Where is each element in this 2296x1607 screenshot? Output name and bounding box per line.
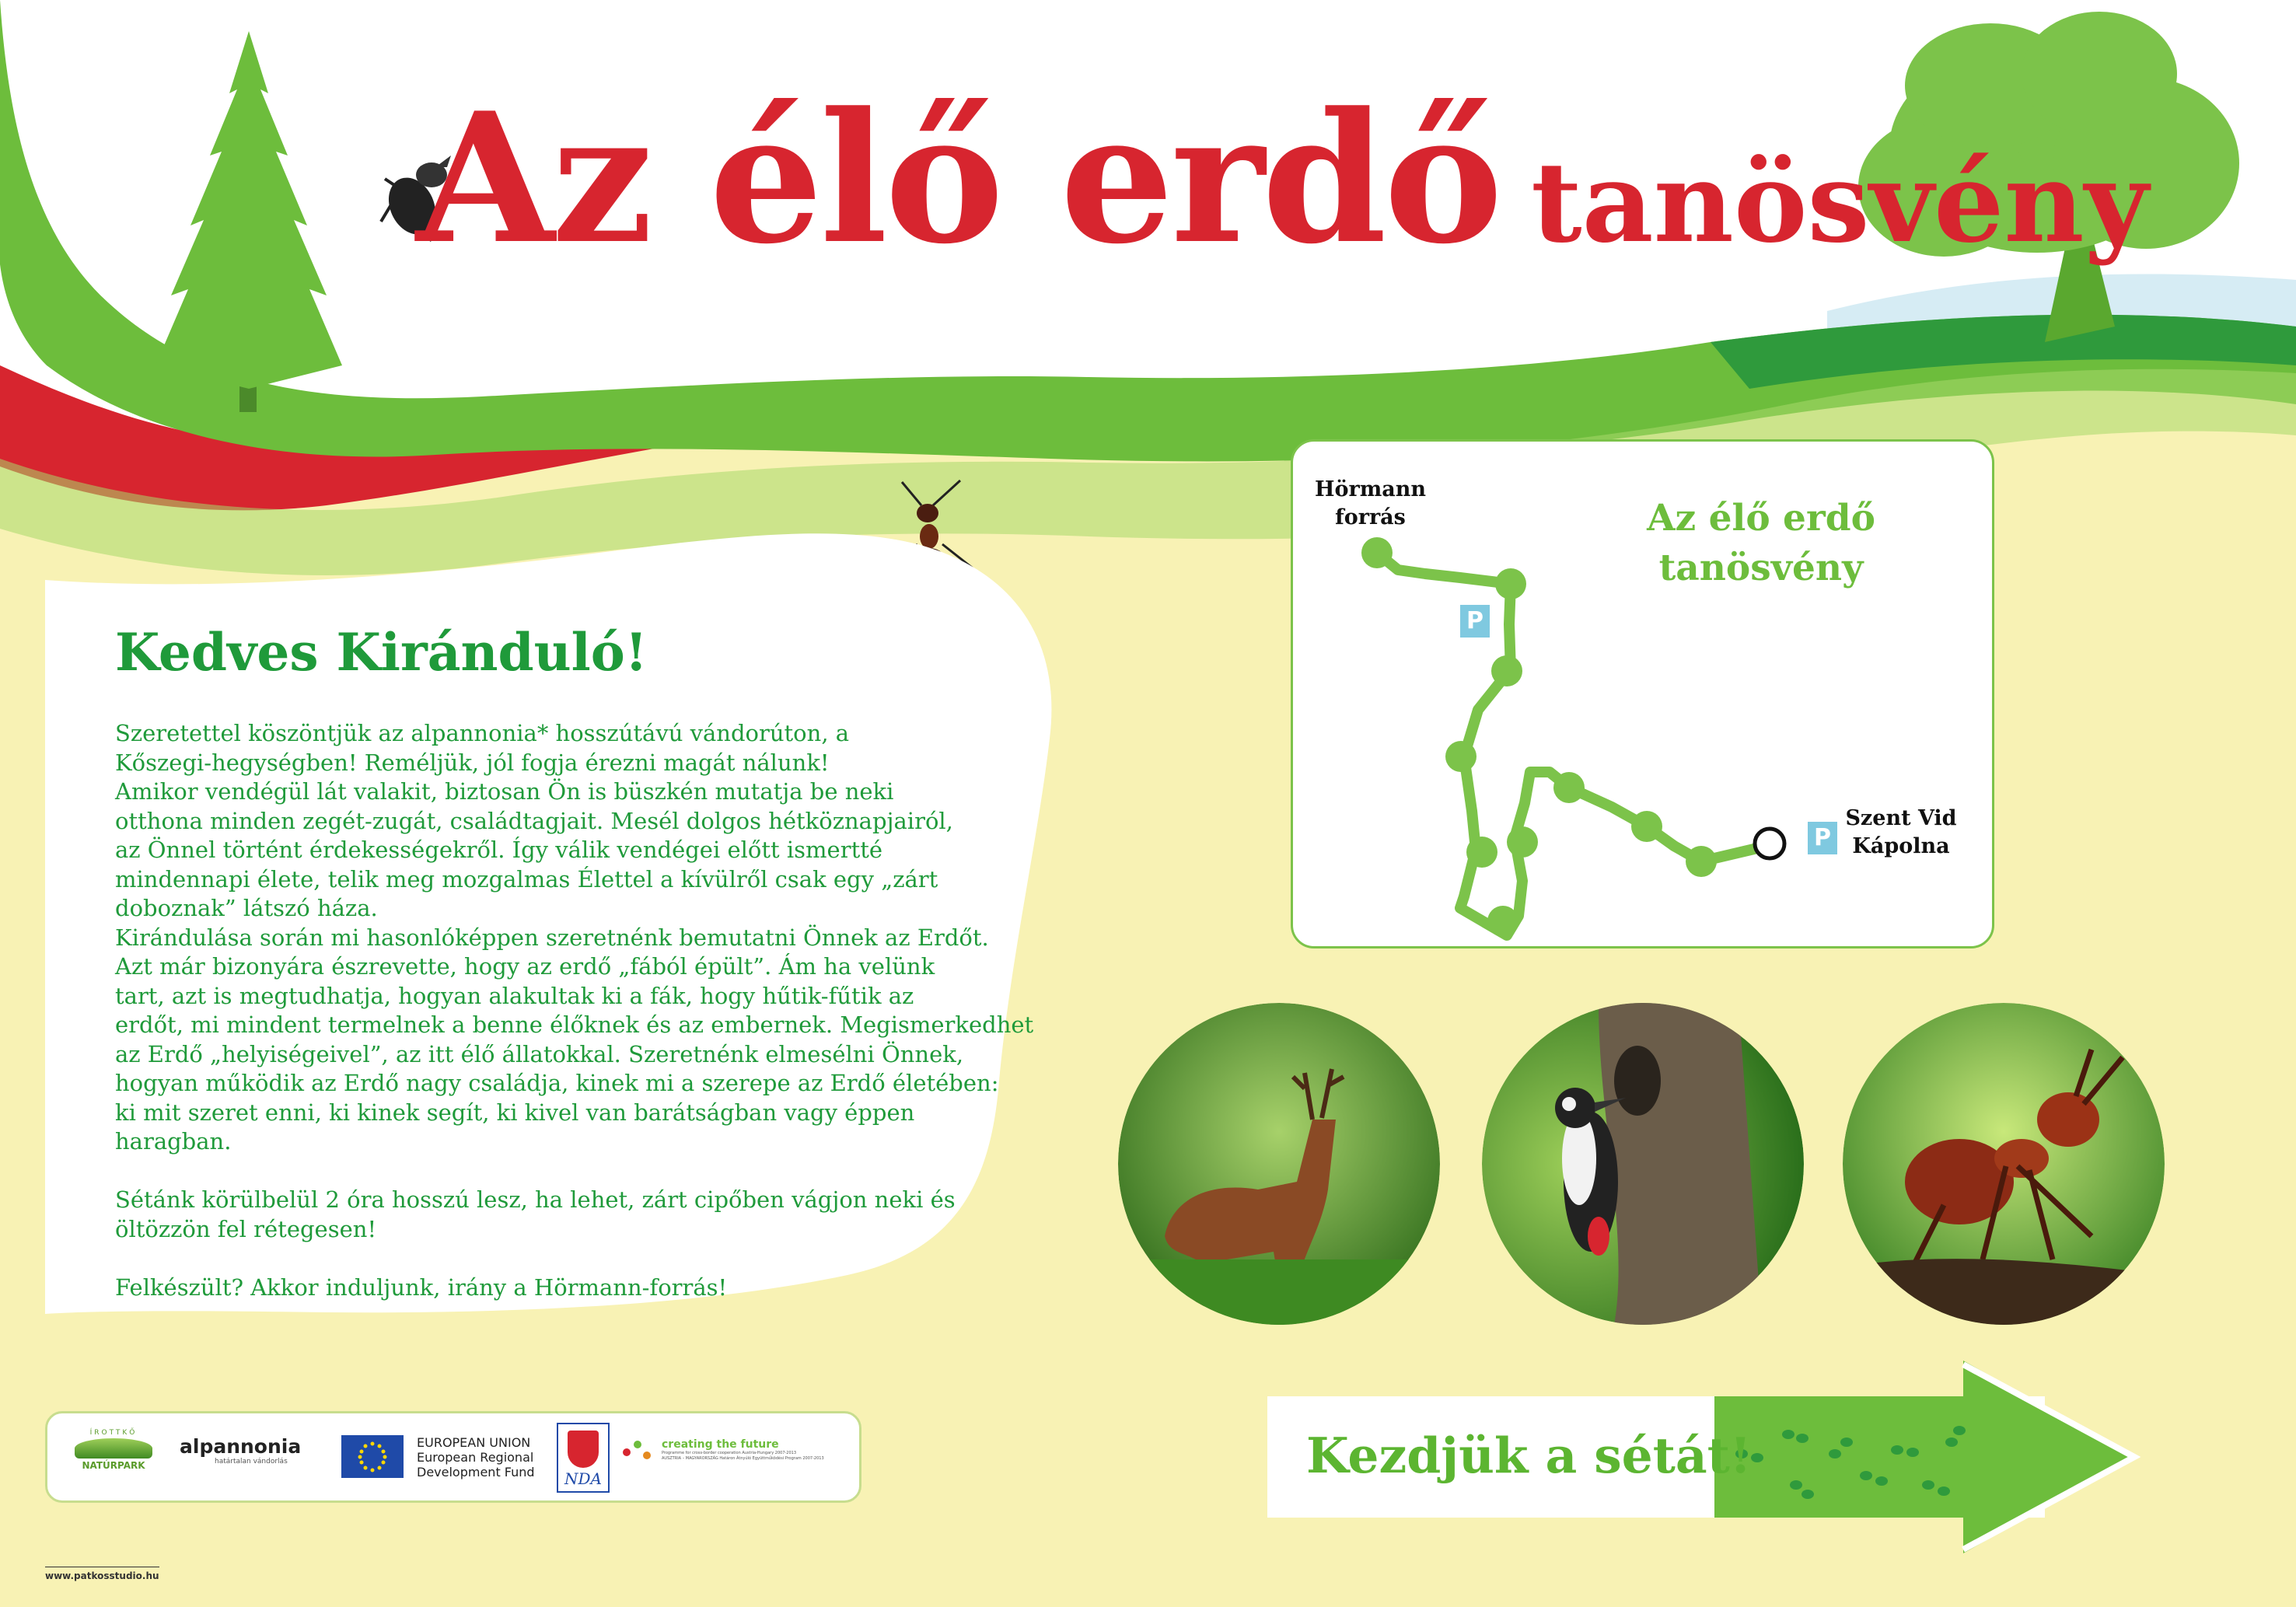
irottko-top-text: ÍROTTKŐ xyxy=(89,1429,138,1437)
map-title-line: Az élő erdő xyxy=(1647,497,1875,540)
welcome-text xyxy=(115,719,1034,1302)
roe-deer-photo xyxy=(1118,1003,1440,1325)
creating-text: creating the future xyxy=(662,1438,779,1451)
text-line: az Önnel történt érdekességekről. Így válik vendégei előtt ismertté xyxy=(115,837,883,863)
woodpecker-photo xyxy=(1482,1003,1804,1325)
start-label xyxy=(1310,476,1431,532)
text-line: Szeretettel köszöntjük az alpannonia* hosszútávú vándorúton, a xyxy=(115,720,850,746)
tour-info-line: Sétánk körülbelül 2 óra hosszú lesz, ha lehet, zárt cipőben vágjon neki és xyxy=(115,1186,956,1213)
greeting-heading: Kedves Kiránduló! xyxy=(115,622,648,683)
nda-logo xyxy=(557,1423,610,1493)
text-line: Kirándulása során mi hasonlóképpen szeretnénk bemutatni Önnek az Erdőt. xyxy=(115,924,989,951)
creating-future-logo xyxy=(662,1438,848,1462)
irottko-logo xyxy=(71,1429,156,1471)
irottko-text: NATÚRPARK xyxy=(82,1460,145,1471)
page-title xyxy=(416,74,2148,292)
text-line: Kőszegi-hegységben! Reméljük, jól fogja érezni magát nálunk! xyxy=(115,749,830,776)
creating-future-icon xyxy=(623,1441,657,1466)
eu-line: European Regional xyxy=(417,1450,534,1465)
start-label-line: forrás xyxy=(1335,505,1406,529)
text-line: mindennapi élete, telik meg mozgalmas Élettel a kívülről csak egy „zárt xyxy=(115,865,938,893)
end-label-line: Kápolna xyxy=(1852,834,1950,858)
alpannonia-sub: határtalan vándorlás xyxy=(215,1458,288,1466)
creating-small: Programme for cross-border cooperation Austria-Hungary 2007-2013 xyxy=(662,1451,797,1455)
map-title-line: tanösvény xyxy=(1658,547,1864,589)
alpannonia-text: alpannonia xyxy=(180,1435,302,1458)
title-main: Az élő erdő xyxy=(416,74,1501,284)
text-line: hogyan működik az Erdő nagy családja, kinek mi a szerepe az Erdő életében: xyxy=(115,1070,999,1096)
text-line: haragban. xyxy=(115,1128,232,1155)
sponsor-logos xyxy=(45,1411,861,1503)
text-line: erdőt, mi mindent termelnek a benne élőknek és az embernek. Megismerkedhet xyxy=(115,1011,1034,1038)
text-line: ki mit szeret enni, ki kinek segít, ki kivel van barátságban vagy éppen xyxy=(115,1099,915,1126)
text-line: doboznak” látszó háza. xyxy=(115,895,378,921)
red-ant-photo xyxy=(1843,1003,2165,1325)
closing-line: Felkészült? Akkor induljunk, irány a Hörmann-forrás! xyxy=(115,1273,728,1301)
text-line: az Erdő „helyiségeivel”, az itt élő állatokkal. Szeretnénk elmesélni Önnek, xyxy=(115,1040,964,1067)
creating-small: AUSZTRIA – MAGYARORSZÁG Határon Átnyúló Együttműködési Program 2007-2013 xyxy=(662,1456,824,1461)
text-line: Amikor vendégül lát valakit, biztosan Ön is büszkén mutatja be neki xyxy=(115,778,894,805)
title-sub: tanösvény xyxy=(1531,138,2149,267)
text-line: Azt már bizonyára észrevette, hogy az erdő „fából épült”. Ám ha velünk xyxy=(115,953,935,980)
start-walk-label[interactable]: Kezdjük a sétát! xyxy=(1306,1427,1752,1484)
tour-info-line: öltözzön fel rétegesen! xyxy=(115,1215,377,1242)
eu-line: Development Fund xyxy=(417,1465,535,1479)
map-title xyxy=(1594,494,1928,593)
end-label-line: Szent Vid xyxy=(1845,806,1957,830)
text-line: otthona minden zegét-zugát, családtagjait. Mesél dolgos hétköznapjairól, xyxy=(115,807,953,834)
text-line: tart, azt is megtudhatja, hogyan alakultak ki a fák, hogy hűtik-fűtik az xyxy=(115,982,914,1009)
end-label xyxy=(1839,805,1963,861)
eu-text xyxy=(417,1435,535,1479)
start-label-line: Hörmann xyxy=(1314,477,1427,501)
alpannonia-logo xyxy=(180,1435,301,1466)
parking-icon: P xyxy=(1460,605,1490,638)
eu-line: EUROPEAN UNION xyxy=(417,1435,531,1450)
nda-text: NDA xyxy=(564,1469,602,1488)
footer-url: www.patkosstudio.hu xyxy=(45,1567,159,1581)
footprints-icon xyxy=(1718,1407,1975,1508)
eu-flag-icon xyxy=(341,1435,404,1478)
parking-icon: P xyxy=(1808,822,1837,854)
